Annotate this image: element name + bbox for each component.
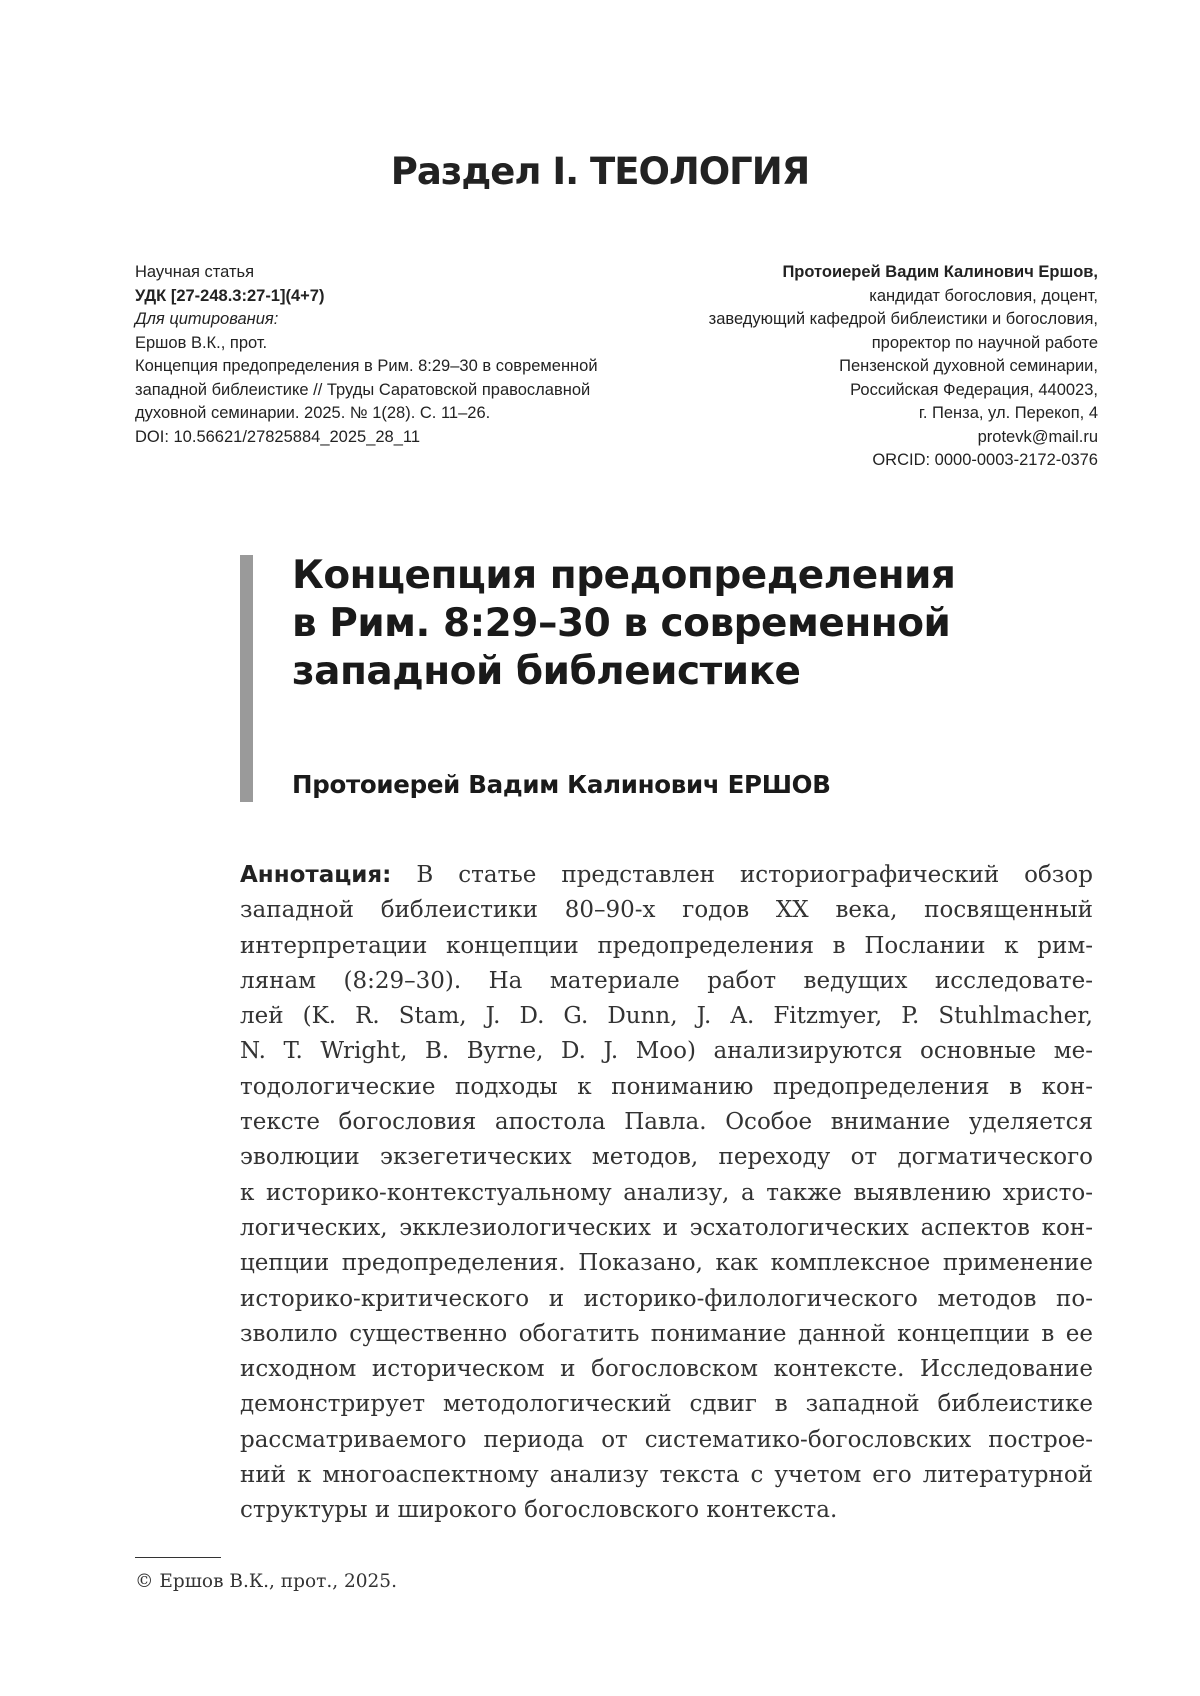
- abstract-text: В статье представлен историографический обзор: [391, 862, 1093, 888]
- abstract-line: к историко-контекстуальному анализу, а также выявлению христо-: [240, 1179, 1093, 1206]
- footnote-divider: [135, 1557, 221, 1558]
- abstract-line: тексте богословия апостола Павла. Особое внимание уделяется: [240, 1109, 1093, 1136]
- abstract-line: рассматриваемого периода от систематико-богословских построе-: [240, 1426, 1093, 1453]
- abstract-line: тодологические подходы к пониманию предопределения в кон-: [240, 1073, 1093, 1100]
- udk-code: УДК [27-248.3:27-1](4+7): [135, 286, 325, 305]
- author-orcid: ORCID: 0000-0003-2172-0376: [872, 451, 1098, 469]
- author-name: Протоиерей Вадим Калинович Ершов,: [782, 263, 1098, 281]
- citation-label: Для цитирования:: [135, 310, 279, 328]
- doi: DOI: 10.56621/27825884_2025_28_11: [135, 427, 421, 446]
- citation-line: Концепция предопределения в Рим. 8:29–30 в современной: [135, 357, 598, 375]
- author-info-line: заведующий кафедрой библеистики и богословия,: [708, 310, 1098, 328]
- abstract-line: западной библеистики 80–90-х годов XX века, посвященный: [240, 897, 1093, 924]
- title-line: западной библеистике: [292, 649, 801, 694]
- article-title: [292, 552, 1092, 696]
- abstract-line: цепции предопределения. Показано, как комплексное применение: [240, 1250, 1093, 1277]
- citation-line: Ершов В.К., прот.: [135, 333, 268, 352]
- abstract-line: ний к многоаспектному анализу текста с учетом его литературной: [240, 1462, 1093, 1489]
- citation-line: духовной семинарии. 2025. № 1(28). С. 11–26.: [135, 404, 491, 422]
- abstract-line: историко-критического и историко-филологического методов по-: [240, 1285, 1093, 1312]
- abstract-line: [240, 858, 1093, 893]
- author-info-line: Российская Федерация, 440023,: [850, 380, 1098, 399]
- section-heading: Раздел I. ТЕОЛОГИЯ: [390, 150, 810, 193]
- title-accent-bar: [240, 555, 253, 802]
- abstract-line: структуры и широкого богословского контекста.: [240, 1497, 838, 1524]
- abstract-line: лянам (8:29–30). На материале работ ведущих исследовате-: [240, 967, 1093, 994]
- author-info-line: Пензенской духовной семинарии,: [839, 357, 1098, 375]
- abstract: [240, 858, 1093, 1529]
- abstract-line: интерпретации концепции предопределения в Послании к рим-: [240, 932, 1093, 959]
- abstract-line: демонстрирует методологический сдвиг в западной библеистике: [240, 1391, 1093, 1418]
- author-email: protevk@mail.ru: [977, 427, 1098, 446]
- article-author: Протоиерей Вадим Калинович ЕРШОВ: [292, 770, 831, 799]
- abstract-line: зволило существенно обогатить понимание данной концепции в ее: [240, 1320, 1093, 1347]
- author-info-line: проректор по научной работе: [871, 333, 1098, 352]
- article-type: Научная статья: [135, 263, 255, 281]
- abstract-line: N. T. Wright, B. Byrne, D. J. Moo) анализируются основные ме-: [240, 1038, 1093, 1065]
- abstract-line: эволюции экзегетических методов, переходу от догматического: [240, 1144, 1093, 1171]
- title-line: Концепция предопределения: [292, 553, 956, 598]
- copyright-note: © Ершов В.К., прот., 2025.: [135, 1571, 397, 1592]
- author-info-line: г. Пенза, ул. Перекоп, 4: [918, 404, 1098, 422]
- abstract-line: исходном историческом и богословском контексте. Исследование: [240, 1356, 1093, 1383]
- author-info-block: [598, 261, 1098, 473]
- title-line: в Рим. 8:29–30 в современной: [292, 601, 951, 646]
- citation-line: западной библеистике // Труды Саратовской православной: [135, 380, 591, 399]
- abstract-label: Аннотация:: [240, 862, 392, 888]
- abstract-line: логических, экклезиологических и эсхатологических аспектов кон-: [240, 1214, 1093, 1241]
- author-info-line: кандидат богословия, доцент,: [869, 286, 1098, 305]
- abstract-line: лей (K. R. Stam, J. D. G. Dunn, J. A. Fitzmyer, P. Stuhlmacher,: [240, 1003, 1093, 1030]
